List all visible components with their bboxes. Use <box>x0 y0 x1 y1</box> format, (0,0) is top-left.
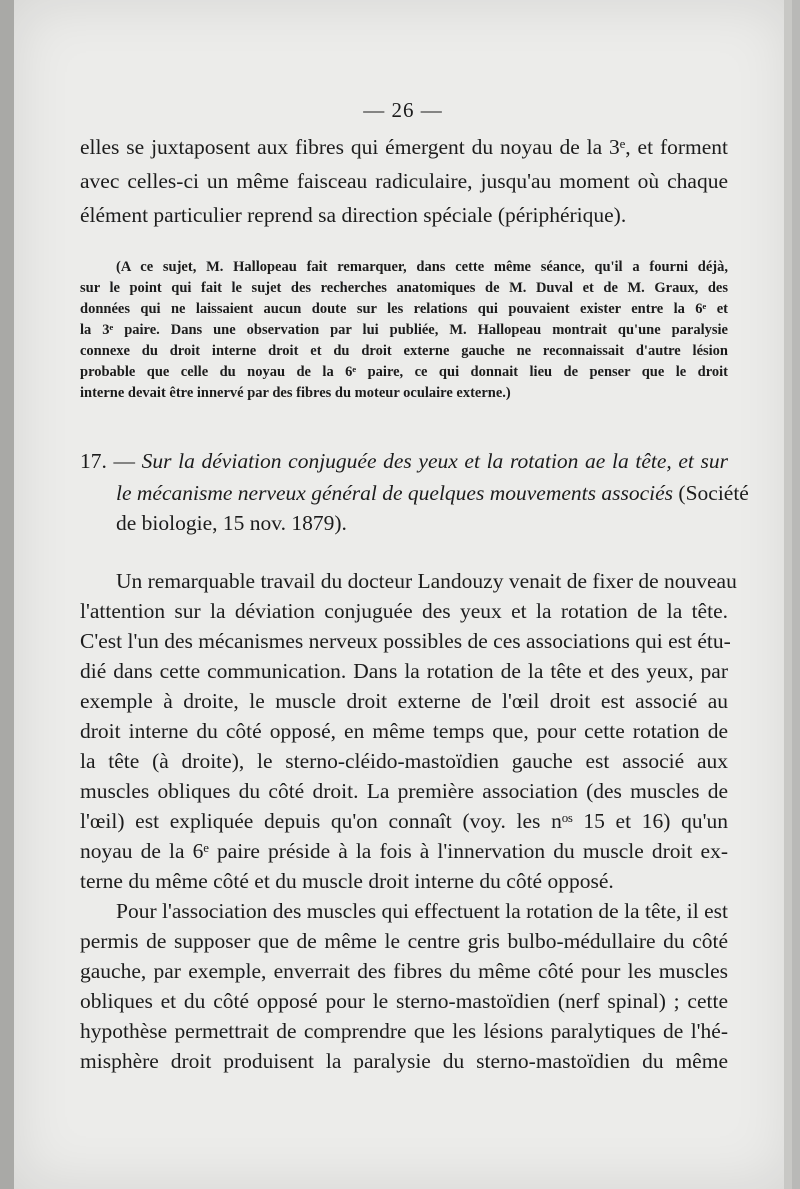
page-number: — 26 — <box>363 98 443 122</box>
section-heading-line1 <box>80 446 728 476</box>
section-heading-line3: de biologie, 15 nov. 1879). <box>116 511 347 535</box>
book-page <box>14 0 792 1189</box>
para2-line: exemple à droite, le muscle droit externe de l'œil droit est associé au <box>80 689 728 713</box>
para2-line: C'est l'un des mécanismes nerveux possibles de ces associations qui est étu- <box>80 629 731 653</box>
note-line: données qui ne laissaient aucun doute sur les relations qui pouvaient exister entre la 6ᵉ et <box>80 301 728 317</box>
note-line: (A ce sujet, M. Hallopeau fait remarquer, dans cette même séance, qu'il a fourni déjà, <box>116 259 728 275</box>
section-number: 17. — <box>80 449 136 473</box>
para2-line: l'attention sur la déviation conjuguée des yeux et la rotation de la tête. <box>80 599 728 623</box>
para2-line: noyau de la 6ᵉ paire préside à la fois à l'innervation du muscle droit ex- <box>80 839 728 863</box>
para2-line: droit interne du côté opposé, en même temps que, pour cette rotation de <box>80 719 728 743</box>
para3-line: hypothèse permettrait de comprendre que les lésions paralytiques de l'hé- <box>80 1019 728 1043</box>
section-title-part2: le mécanisme nerveux général de quelques mouvements associés <box>116 481 674 505</box>
para2-line: l'œil) est expliquée depuis qu'on connaît (voy. les nᵒˢ 15 et 16) qu'un <box>80 809 728 833</box>
para3-line: misphère droit produisent la paralysie du sterno-mastoïdien du même <box>80 1049 728 1073</box>
page-edge-right <box>784 0 792 1189</box>
para3-line: gauche, par exemple, enverrait des fibres du même côté pour les muscles <box>80 959 728 983</box>
para2-line: terne du même côté et du muscle droit interne du côté opposé. <box>80 869 614 893</box>
para1-line: élément particulier reprend sa direction spéciale (périphérique). <box>80 203 627 227</box>
page-edge-left <box>0 0 14 1189</box>
section-title-part2-rest: (Société <box>678 481 749 505</box>
para1-line: avec celles-ci un même faisceau radiculaire, jusqu'au moment où chaque <box>80 169 728 193</box>
para3-line: permis de supposer que de même le centre gris bulbo-médullaire du côté <box>80 929 728 953</box>
note-line: probable que celle du noyau de la 6ᵉ paire, ce qui donnait lieu de penser que le droit <box>80 364 728 380</box>
para3-line: Pour l'association des muscles qui effectuent la rotation de la tête, il est <box>116 899 728 923</box>
note-line: interne devait être innervé par des fibres du moteur oculaire externe.) <box>80 385 511 401</box>
para1-line: elles se juxtaposent aux fibres qui émergent du noyau de la 3ᵉ, et forment <box>80 135 728 159</box>
note-line: la 3ᵉ paire. Dans une observation par lui publiée, M. Hallopeau montrait qu'une paralysie <box>80 322 728 338</box>
section-title-part1: Sur la déviation conjuguée des yeux et la rotation ae la tête, et sur <box>141 449 729 473</box>
para2-line: muscles obliques du côté droit. La première association (des muscles de <box>80 779 728 803</box>
para3-line: obliques et du côté opposé pour le sterno-mastoïdien (nerf spinal) ; cette <box>80 989 728 1013</box>
section-heading-line2 <box>116 478 749 508</box>
note-line: connexe du droit interne droit et du droit externe gauche ne reconnaissait d'autre lésion <box>80 343 728 359</box>
para2-line: la tête (à droite), le sterno-cléido-mastoïdien gauche est associé aux <box>80 749 728 773</box>
note-line: sur le point qui fait le sujet des recherches anatomiques de M. Duval et de M. Graux, des <box>80 280 728 296</box>
para2-line: Un remarquable travail du docteur Landouzy venait de fixer de nouveau <box>116 569 737 593</box>
para2-line: dié dans cette communication. Dans la rotation de la tête et des yeux, par <box>80 659 728 683</box>
